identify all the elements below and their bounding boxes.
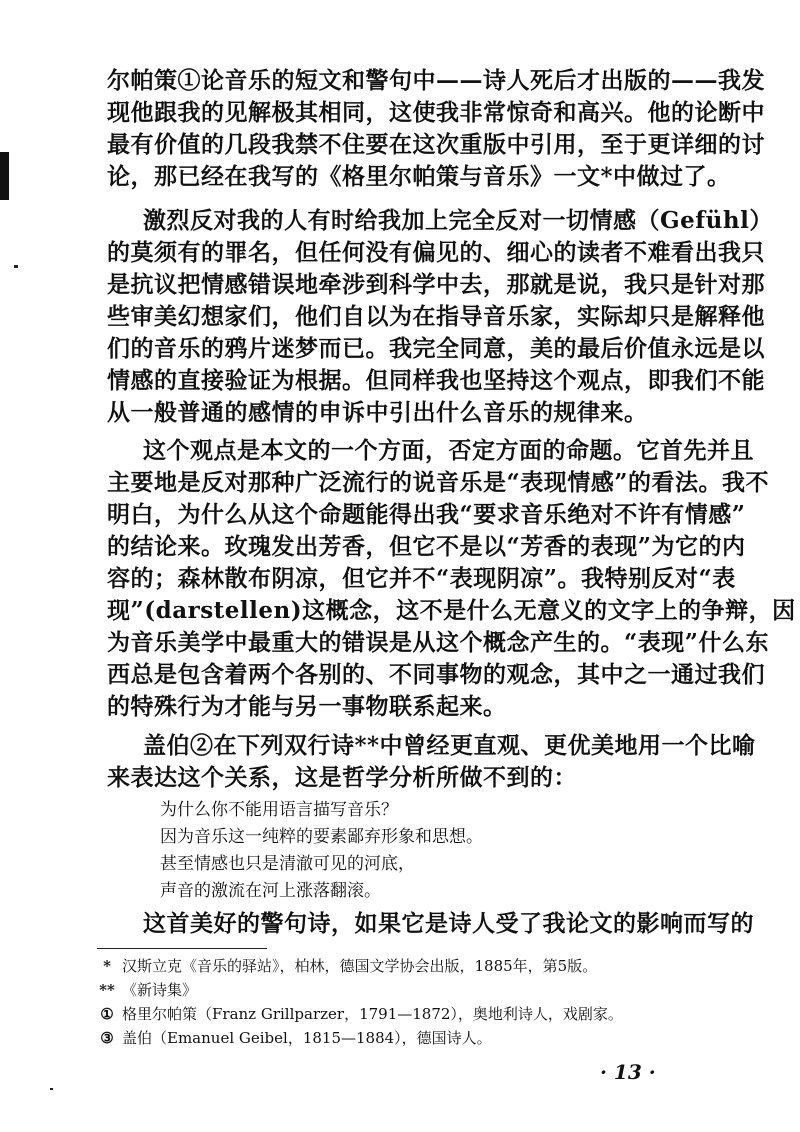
footnote-text: 格里尔帕策（Franz Grillparzer，1791—1872），奥地利诗人，戏剧家。 bbox=[122, 1005, 623, 1023]
footnote-text: 盖伯（Emanuel Geibel，1815—1884），德国诗人。 bbox=[122, 1029, 492, 1047]
text-line: 的莫须有的罪名，但任何没有偏见的、细心的读者不难看出我只 bbox=[107, 239, 765, 266]
scan-speck bbox=[50, 1088, 53, 1090]
text-line: 主要地是反对那种广泛流行的说音乐是“表现情感”的看法。我不 bbox=[107, 469, 769, 496]
footnote bbox=[100, 1027, 492, 1049]
text-line: 容的；森林散布阴凉，但它并不“表现阴凉”。我特别反对“表 bbox=[107, 565, 736, 592]
text-line: 们的音乐的鸦片迷梦而已。我完全同意，美的最后价值永远是以 bbox=[107, 335, 765, 362]
text-line: 这个观点是本文的一个方面，否定方面的命题。它首先并且 bbox=[143, 437, 754, 464]
footnote-rule bbox=[97, 948, 267, 949]
text-line: 的特殊行为才能与另一事物联系起来。 bbox=[107, 693, 507, 720]
text-line: 的结论来。玫瑰发出芳香，但它不是以“芳香的表现”为它的内 bbox=[107, 533, 746, 560]
text-line: 现”(darstellen)这概念，这不是什么无意义的文字上的争辩，因 bbox=[107, 597, 796, 624]
page-number: · 13 · bbox=[600, 1060, 656, 1084]
text-line: 盖伯②在下列双行诗**中曾经更直观、更优美地用一个比喻 bbox=[143, 732, 756, 759]
poem-line: 甚至情感也只是清澈可见的河底， bbox=[160, 854, 415, 874]
text-line: 最有价值的几段我禁不住要在这次重版中引用，至于更详细的讨 bbox=[107, 131, 765, 158]
text-line: 西总是包含着两个各别的、不同事物的观念，其中之一通过我们 bbox=[107, 661, 765, 688]
text-line: 是抗议把情感错误地牵涉到科学中去，那就是说，我只是针对那 bbox=[107, 271, 765, 298]
text-line: 为音乐美学中最重大的错误是从这个概念产生的。“表现”什么东 bbox=[107, 629, 769, 656]
text-line: 论，那已经在我写的《格里尔帕策与音乐》一文*中做过了。 bbox=[107, 163, 731, 190]
text-line: 尔帕策①论音乐的短文和警句中——诗人死后才出版的——我发 bbox=[107, 67, 765, 94]
poem-line: 声音的激流在河上涨落翻滚。 bbox=[160, 881, 381, 901]
text-line: 现他跟我的见解极其相同，这使我非常惊奇和高兴。他的论断中 bbox=[107, 99, 765, 126]
footnote-text: 《新诗集》 bbox=[122, 981, 198, 999]
text-line: 从一般普通的感情的申诉中引出什么音乐的规律来。 bbox=[107, 399, 648, 426]
text-line: 情感的直接验证为根据。但同样我也坚持这个观点，即我们不能 bbox=[107, 367, 765, 394]
poem-line: 为什么你不能用语言描写音乐？ bbox=[160, 800, 398, 820]
text-line: 这首美好的警句诗，如果它是诗人受了我论文的影响而写的 bbox=[143, 910, 754, 937]
poem-line: 因为音乐这一纯粹的要素鄙弃形象和思想。 bbox=[160, 827, 483, 847]
footnote bbox=[103, 955, 598, 977]
binding-mark bbox=[0, 152, 9, 200]
text-line: 来表达这个关系，这是哲学分析所做不到的： bbox=[107, 764, 577, 791]
footnote-text: 汉斯立克《音乐的驿站》，柏林，德国文学协会出版，1885年，第5版。 bbox=[122, 957, 598, 975]
footnote-mark: * bbox=[103, 957, 111, 975]
footnote bbox=[100, 1003, 623, 1025]
text-line: 明白，为什么从这个命题能得出我“要求音乐绝对不许有情感” bbox=[107, 501, 746, 528]
footnote-mark: ① bbox=[100, 1005, 114, 1023]
text-line: 激烈反对我的人有时给我加上完全反对一切情感（Gefühl） bbox=[143, 207, 773, 234]
text-line: 些审美幻想家们，他们自以为在指导音乐家，实际却只是解释他 bbox=[107, 303, 765, 330]
footnote-mark: ** bbox=[99, 981, 115, 999]
footnote bbox=[99, 979, 198, 1001]
footnote-mark: ③ bbox=[100, 1029, 114, 1047]
scan-speck bbox=[14, 265, 18, 268]
